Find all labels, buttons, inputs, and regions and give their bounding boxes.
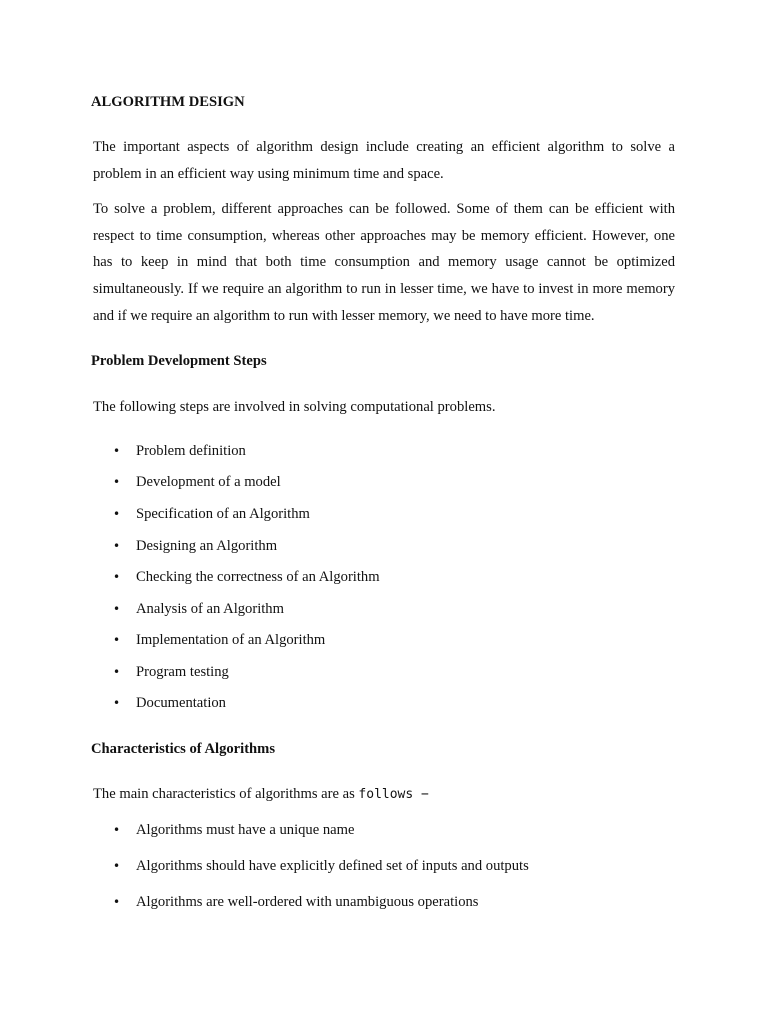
characteristics-intro-main: The main characteristics of algorithms are as — [93, 786, 359, 802]
list-item-text: Checking the correctness of an Algorithm — [136, 569, 380, 585]
bullet-icon: • — [113, 633, 121, 647]
intro-paragraph: The important aspects of algorithm design include creating an efficient algorithm to solve a problem in an efficient way using minimum time and space. — [93, 139, 675, 182]
bullet-icon: • — [113, 665, 121, 679]
bullet-icon: • — [113, 507, 121, 521]
bullet-icon: • — [113, 895, 121, 909]
characteristics-intro — [93, 785, 429, 804]
section-title-problem-development-steps: Problem Development Steps — [91, 353, 267, 369]
list-item-text: Algorithms should have explicitly defined set of inputs and outputs — [136, 858, 529, 874]
list-item-text: Program testing — [136, 664, 229, 680]
list-item-text: Algorithms must have a unique name — [136, 822, 355, 838]
section-title-algorithm-design: ALGORITHM DESIGN — [91, 94, 245, 110]
bullet-icon: • — [113, 602, 121, 616]
steps-intro: The following steps are involved in solving computational problems. — [93, 399, 496, 415]
list-item-text: Documentation — [136, 695, 226, 711]
bullet-icon: • — [113, 444, 121, 458]
list-item-text: Analysis of an Algorithm — [136, 601, 284, 617]
bullet-icon: • — [113, 570, 121, 584]
list-item-text: Specification of an Algorithm — [136, 506, 310, 522]
bullet-icon: • — [113, 475, 121, 489]
bullet-icon: • — [113, 696, 121, 710]
characteristics-intro-tail: follows − — [358, 787, 429, 802]
list-item-text: Problem definition — [136, 443, 246, 459]
list-item-text: Implementation of an Algorithm — [136, 632, 326, 648]
section-title-characteristics: Characteristics of Algorithms — [91, 741, 276, 757]
bullet-icon: • — [113, 539, 121, 553]
bullet-icon: • — [113, 823, 121, 837]
list-item-text: Algorithms are well-ordered with unambiguous operations — [136, 894, 479, 910]
approaches-paragraph: To solve a problem, different approaches can be followed. Some of them can be efficient with respect to time consumption, whereas other approaches may be memory efficient. However, one has to keep in mind that both time consumption and memory usage cannot be optimized simultaneously. If we require an algorithm to run in lesser time, we have to invest in more memory and if we require an algorithm to run with lesser memory, we need to have more time. — [93, 201, 675, 324]
list-item-text: Designing an Algorithm — [136, 538, 278, 554]
list-item-text: Development of a model — [136, 474, 281, 490]
bullet-icon: • — [113, 859, 121, 873]
